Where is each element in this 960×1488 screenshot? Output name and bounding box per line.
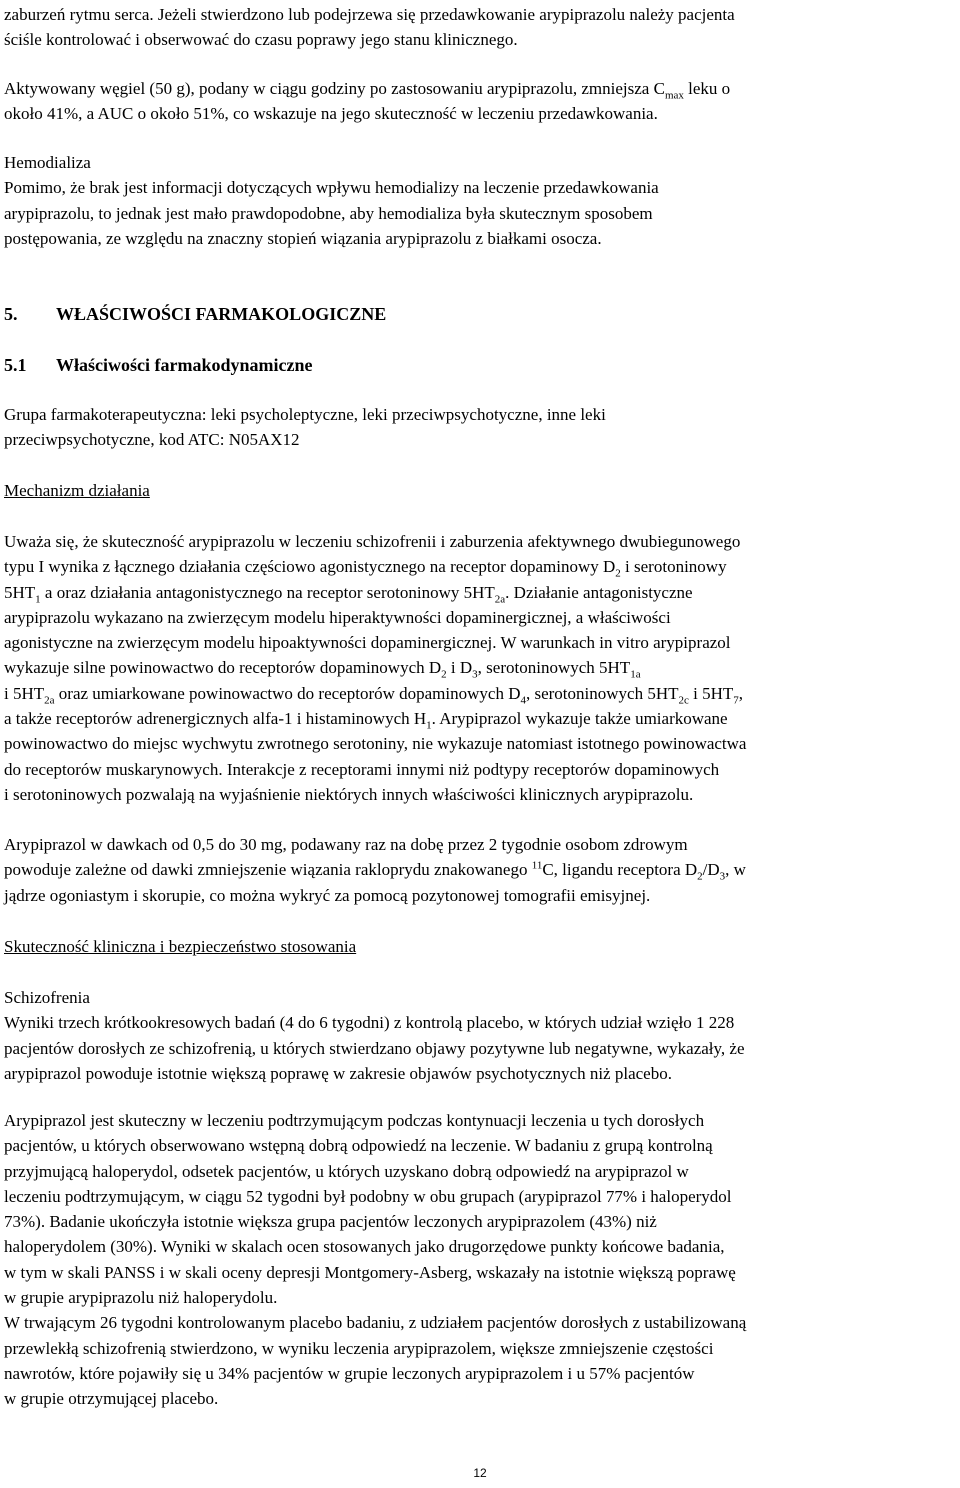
text-run: leku o — [683, 79, 731, 98]
subscript: 2 — [615, 567, 621, 580]
activated-carbon-paragraph — [4, 76, 730, 127]
text-run: a także receptorów adrenergicznych alfa-1 i histaminowych H — [4, 709, 427, 729]
text-run: , serotoninowych 5HT — [525, 683, 679, 703]
section-number: 5. — [4, 304, 18, 324]
text-line — [4, 554, 746, 579]
page-number: 12 — [473, 1466, 487, 1480]
text-line: arypiprazol powoduje istotnie większą poprawę w zakresie objawów psychotycznych niż placebo. — [4, 1063, 672, 1083]
text-run: typu I wynika z łącznego działania częściowo agonistycznego na receptor dopaminowy D — [4, 557, 616, 577]
text-line: jądrze ogoniastym i skorupie, co można wykryć za pomocą pozytonowej tomografii emisyjnej. — [4, 885, 651, 905]
text-line: postępowania, ze względu na znaczny stopień wiązania arypiprazolu z białkami osocza. — [4, 228, 602, 248]
text-run: 5HT — [4, 582, 36, 602]
subscript: 4 — [520, 694, 526, 707]
subscript: 1 — [426, 719, 432, 732]
hemodialysis-section — [4, 150, 659, 251]
text-line — [4, 681, 746, 706]
text-line: Uważa się, że skuteczność arypiprazolu w leczeniu schizofrenii i zaburzenia afektywnego dwubiegunowego — [4, 532, 741, 551]
text-run: i serotoninowy — [620, 557, 727, 577]
text-line: w tym w skali PANSS i w skali oceny depresji Montgomery-Asberg, wskazały na istotnie większą poprawę — [4, 1262, 736, 1282]
section-title: Właściwości farmakodynamiczne — [56, 355, 313, 375]
text-line: pacjentów, u których obserwowano wstępną dobrą odpowiedź na leczenie. W badaniu z grupą kontrolną — [4, 1136, 713, 1156]
subscript: 2 — [697, 870, 703, 883]
text-line: ściśle kontrolować i obserwować do czasu poprawy jego stanu klinicznego. — [4, 30, 518, 50]
text-line: arypiprazolu, to jednak jest mało prawdopodobne, aby hemodializa była skutecznym sposobem — [4, 203, 653, 223]
text-line: około 41%, a AUC o około 51%, co wskazuje na jego skuteczność w leczeniu przedawkowania. — [4, 104, 658, 124]
overdose-monitoring-paragraph — [4, 2, 735, 53]
mechanism-heading: Mechanizm działania — [4, 481, 150, 500]
text-run: /D — [702, 860, 720, 880]
text-line — [4, 655, 746, 680]
text-line: Pomimo, że brak jest informacji dotyczących wpływu hemodializy na leczenie przedawkowania — [4, 178, 659, 198]
text-run: oraz umiarkowane powinowactwo do receptorów dopaminowych D — [54, 683, 521, 703]
mechanism-paragraph — [4, 529, 746, 807]
text-line: Wyniki trzech krótkookresowych badań (4 do 6 tygodni) z kontrolą placebo, w których udział wzięło 1 228 — [4, 1013, 735, 1033]
text-line — [4, 76, 730, 101]
subscript: 2a — [44, 694, 55, 707]
text-line: Arypiprazol w dawkach od 0,5 do 30 mg, podawany raz na dobę przez 2 tygodnie osobom zdrowym — [4, 835, 688, 854]
text-line: przeciwpsychotyczne, kod ATC: N05AX12 — [4, 430, 300, 450]
text-run: , serotoninowych 5HT — [477, 658, 631, 678]
text-line — [4, 580, 746, 605]
text-run: powoduje zależne od dawki zmniejszenie wiązania rakloprydu znakowanego — [4, 860, 532, 880]
subscript: 3 — [719, 870, 726, 883]
text-line: przewlekłą schizofrenią stwierdzono, w wyniku leczenia arypiprazolem, większe zmniejszenie częstości — [4, 1338, 714, 1358]
hemodialysis-heading: Hemodializa — [4, 153, 91, 172]
text-line: 73%). Badanie ukończyła istotnie większa grupa pacjentów leczonych arypiprazolem (43%) niż — [4, 1212, 657, 1232]
text-line: nawrotów, które pojawiły się u 34% pacjentów w grupie leczonych arypiprazolem i u 57% pacjentów — [4, 1363, 695, 1383]
text-line: W trwającym 26 tygodni kontrolowanym placebo badaniu, z udziałem pacjentów dorosłych z ustabilizowaną — [4, 1313, 747, 1333]
text-line — [4, 706, 746, 731]
text-run: i 5HT — [688, 683, 734, 703]
text-run: i 5HT — [4, 683, 45, 703]
text-line: Arypiprazol jest skuteczny w leczeniu podtrzymującym podczas kontynuacji leczenia u tych dorosłych — [4, 1111, 705, 1130]
text-line: zaburzeń rytmu serca. Jeżeli stwierdzono lub podejrzewa się przedawkowanie arypiprazolu należy pacjenta — [4, 5, 735, 24]
schizophrenia-heading: Schizofrenia — [4, 988, 90, 1007]
subscript: 3 — [472, 668, 478, 681]
section-5-heading — [4, 302, 386, 326]
section-5-1-heading — [4, 353, 312, 377]
text-run: Aktywowany węgiel (50 g), podany w ciągu godziny po zastosowaniu arypiprazolu, zmniejsza C — [4, 79, 665, 98]
subscript: 1 — [35, 592, 41, 605]
text-line: haloperydolem (30%). Wyniki w skalach ocen stosowanych jako drugorzędowe punkty końcowe badania, — [4, 1237, 725, 1257]
subscript: 1a — [630, 668, 641, 681]
text-line: Grupa farmakoterapeutyczna: leki psycholeptyczne, leki przeciwpsychotyczne, inne leki — [4, 405, 606, 424]
superscript: 11 — [531, 859, 543, 872]
subscript: 2 — [441, 668, 447, 681]
subscript: 2a — [494, 592, 506, 605]
text-run: wykazuje silne powinowactwo do receptorów dopaminowych D — [4, 658, 442, 678]
text-line: i serotoninowych pozwalają na wyjaśnienie niektórych innych właściwości klinicznych arypiprazolu. — [4, 784, 694, 804]
text-run: C, ligandu receptora D — [542, 860, 698, 880]
text-line: w grupie otrzymującej placebo. — [4, 1389, 219, 1409]
text-run: . Arypiprazol wykazuje także umiarkowane — [431, 709, 728, 729]
maintenance-treatment-paragraph — [4, 1108, 746, 1412]
text-run: , — [738, 683, 744, 703]
section-title: WŁAŚCIWOŚCI FARMAKOLOGICZNE — [56, 304, 387, 324]
subscript: 7 — [733, 694, 739, 707]
text-run: a oraz działania antagonistycznego na receptor serotoninowy 5HT — [40, 582, 495, 602]
subscript: max — [664, 89, 684, 102]
text-line: do receptorów muskarynowych. Interakcje z receptorami innymi niż podtypy receptorów dopaminowych — [4, 759, 720, 779]
text-line: arypiprazolu wykazano na zwierzęcym modelu hiperaktywności dopaminergicznej, a właściwości — [4, 607, 671, 627]
text-line: przyjmującą haloperydol, odsetek pacjentów, u których uzyskano dobrą odpowiedź na arypiprazol w — [4, 1161, 689, 1181]
text-line — [4, 857, 746, 882]
text-line: w grupie arypiprazolu niż haloperydolu. — [4, 1288, 278, 1308]
text-run: . Działanie antagonistyczne — [505, 582, 693, 602]
text-line: powinowactwo do miejsc wychwytu zwrotnego serotoniny, nie wykazuje natomiast istotnego powinowactwa — [4, 734, 747, 754]
text-line: pacjentów dorosłych ze schizofrenią, u których stwierdzano objawy pozytywne lub negatywne, wykazały, że — [4, 1038, 745, 1058]
text-run: i D — [446, 658, 473, 678]
text-line: agonistyczne na zwierzęcym modelu hipoaktywności dopaminergicznej. W warunkach in vitro arypiprazol — [4, 633, 731, 653]
pet-study-paragraph — [4, 832, 746, 908]
section-number: 5.1 — [4, 355, 27, 375]
clinical-efficacy-heading: Skuteczność kliniczna i bezpieczeństwo stosowania — [4, 937, 357, 956]
text-run: , w — [725, 860, 746, 880]
subscript: 2c — [678, 694, 689, 707]
text-line: leczeniu podtrzymującym, w ciągu 52 tygodni był podobny w obu grupach (arypiprazol 77% i haloperydol — [4, 1186, 732, 1206]
schizophrenia-section — [4, 985, 745, 1086]
pharmacotherapeutic-group-paragraph — [4, 402, 606, 453]
